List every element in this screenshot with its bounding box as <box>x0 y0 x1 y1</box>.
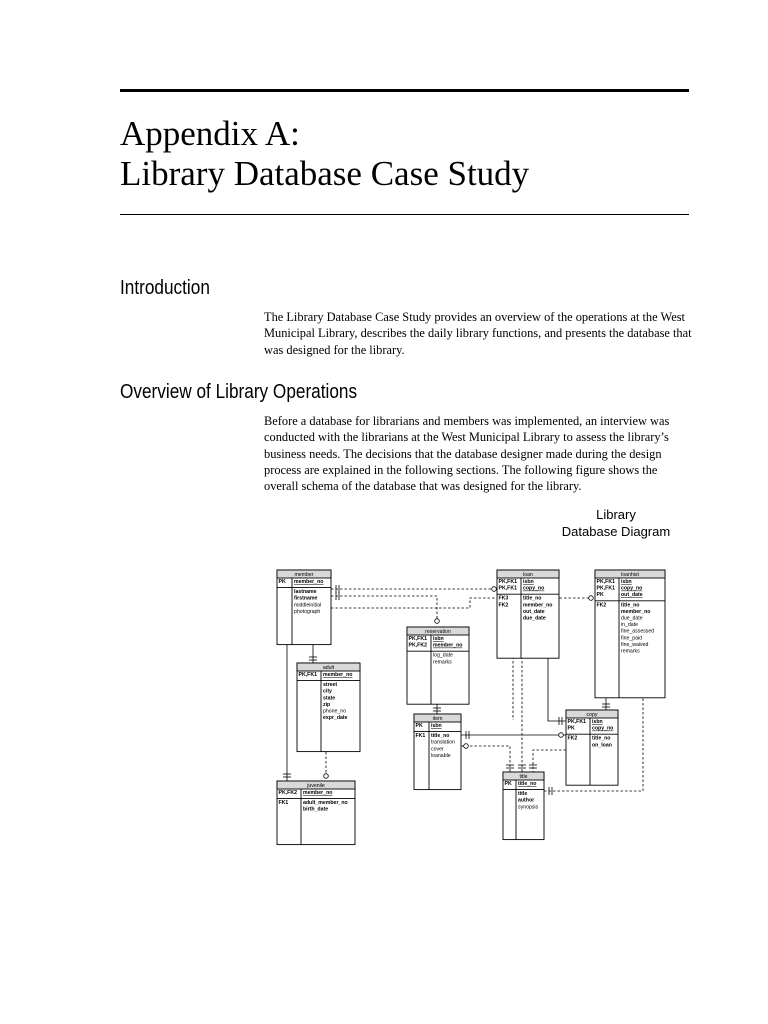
pk-field: isbn <box>523 579 534 585</box>
attribute-field: city <box>323 688 332 695</box>
entity-name: copy <box>586 711 598 718</box>
pk-key-label: PK <box>415 723 423 729</box>
entity-name: title <box>519 773 528 780</box>
pk-field: copy_no <box>592 725 614 732</box>
attribute-field: adult_member_no <box>303 800 348 807</box>
attribute-field: member_no <box>523 602 553 609</box>
entity-name: member <box>294 571 314 578</box>
pk-field: out_date <box>621 592 643 599</box>
attribute-field: title_no <box>431 733 450 740</box>
entity-name: reservation <box>425 628 451 635</box>
pk-field: copy_no <box>621 585 643 592</box>
attribute-field: title_no <box>523 595 542 602</box>
fk-key-label: FK1 <box>278 800 289 807</box>
attribute-field: zip <box>323 701 331 708</box>
pk-field: isbn <box>431 723 442 729</box>
attribute-field: remarks <box>433 659 452 666</box>
attribute-field: phone_no <box>323 708 347 715</box>
entity-juvenile <box>277 781 355 845</box>
pk-field: isbn <box>621 579 632 585</box>
title-line-1: Appendix A: <box>120 114 300 153</box>
pk-field: copy_no <box>523 585 545 592</box>
attribute-field: street <box>323 682 338 689</box>
entity-title <box>503 772 544 840</box>
attribute-field: due_date <box>621 615 643 622</box>
entity-name: loanhist <box>621 571 639 578</box>
pk-field: isbn <box>592 719 603 725</box>
attribute-field: fine_assessed <box>621 628 655 635</box>
pk-key-label: PK <box>504 781 512 787</box>
fk-key-label: FK3 <box>498 595 509 602</box>
pk-key-label: PK <box>596 592 604 599</box>
pk-key-label: PK,FK1 <box>498 585 517 592</box>
pk-field: member_no <box>294 579 324 585</box>
entity-name: item <box>432 715 443 722</box>
pk-key-label: PK,FK1 <box>498 579 517 585</box>
overview-paragraph: Before a database for librarians and members was implemented, an interview was conducted with the librarians at the West Municipal Library to assess the library’s business needs. The decisions that the database designer made during the design process are explained in the following sections. The following figure shows the overall schema of the database that was designed for the library. <box>264 414 670 494</box>
attribute-field: birth_date <box>303 806 329 813</box>
attribute-field: title_no <box>592 735 611 742</box>
section-heading-introduction: Introduction <box>120 277 210 299</box>
attribute-field: out_date <box>523 608 545 615</box>
attribute-field: title_no <box>621 602 640 609</box>
diagram-title-line-1: Library <box>596 507 636 522</box>
attribute-field: on_loan <box>592 742 612 749</box>
attribute-field: due_date <box>523 615 546 622</box>
attribute-field: member_no <box>621 608 651 615</box>
pk-key-label: PK <box>567 725 575 732</box>
attribute-field: remarks <box>621 648 640 655</box>
pk-key-label: PK <box>278 579 286 585</box>
rel-title-item <box>461 746 510 772</box>
pk-field: member_no <box>303 790 333 796</box>
entity-loan <box>497 570 559 658</box>
entity-item <box>414 714 461 790</box>
attribute-field: title <box>518 791 528 798</box>
title-line-2: Library Database Case Study <box>120 154 530 193</box>
attribute-field: loanable <box>431 752 451 759</box>
attribute-field: cover <box>431 746 444 753</box>
attribute-field: state <box>323 695 336 702</box>
fk-key-label: FK2 <box>498 602 509 609</box>
attribute-field: translation <box>431 739 455 746</box>
attribute-field: log_date <box>433 652 453 659</box>
pk-key-label: PK,FK2 <box>278 790 297 796</box>
entity-name: loan <box>523 571 533 578</box>
pk-field: member_no <box>323 672 353 678</box>
attribute-field: firstname <box>294 595 318 602</box>
pk-field: isbn <box>433 636 444 642</box>
pk-key-label: PK,FK2 <box>408 642 427 649</box>
fk-key-label: FK2 <box>596 602 607 609</box>
attribute-field: expr_date <box>323 715 348 722</box>
entity-loanhist <box>595 570 665 698</box>
pk-field: member_no <box>433 642 463 649</box>
attribute-field: lastname <box>294 589 317 596</box>
pk-key-label: PK,FK1 <box>408 636 427 642</box>
attribute-field: synopsis <box>518 804 539 811</box>
fk-key-label: FK1 <box>415 733 426 740</box>
attribute-field: photograph <box>294 608 321 615</box>
rel-title-copy <box>533 750 566 772</box>
attribute-field: author <box>518 797 535 804</box>
attribute-field: fine_paid <box>621 635 643 642</box>
entity-adult <box>297 663 360 752</box>
section-heading-overview: Overview of Library Operations <box>120 381 358 403</box>
entity-reservation <box>407 627 469 704</box>
pk-key-label: PK,FK1 <box>596 579 615 585</box>
entity-name: juvenile <box>307 782 325 789</box>
attribute-field: fine_waived <box>621 641 649 648</box>
entity-member <box>277 570 331 645</box>
pk-field: title_no <box>518 781 537 787</box>
entity-name: adult <box>322 664 335 671</box>
pk-key-label: PK,FK1 <box>567 719 586 725</box>
fk-key-label: FK2 <box>567 735 578 742</box>
diagram-title-line-2: Database Diagram <box>561 524 671 539</box>
pk-key-label: PK,FK1 <box>596 585 615 592</box>
pk-key-label: PK,FK1 <box>298 672 317 678</box>
introduction-paragraph: The Library Database Case Study provides an overview of the operations at the West Municipal Library, describes the daily library functions, and presents the database that was designed for the library. <box>264 310 692 357</box>
attribute-field: middleinitial <box>294 602 322 609</box>
entity-copy <box>566 710 618 785</box>
attribute-field: in_date <box>621 622 639 629</box>
